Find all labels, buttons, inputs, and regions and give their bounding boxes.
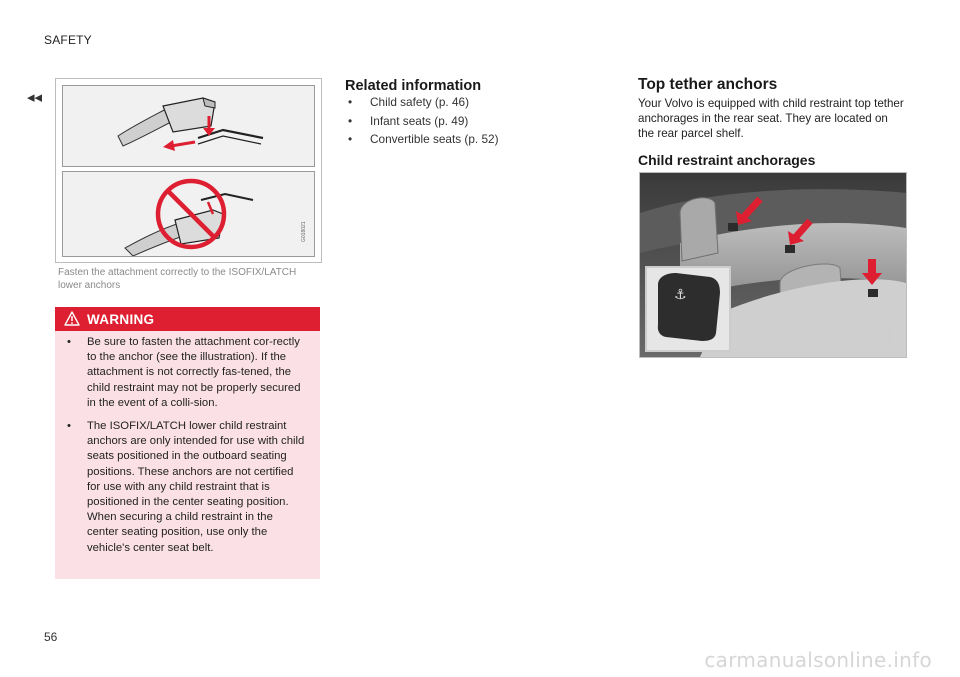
warning-item xyxy=(55,335,320,411)
warning-item xyxy=(55,419,320,556)
page-number: 56 xyxy=(44,630,58,644)
svg-text:⚓: ⚓ xyxy=(674,287,687,303)
figure-code: G018021 xyxy=(301,221,307,242)
rear-shelf-drawing xyxy=(640,173,906,357)
warning-header xyxy=(55,307,320,331)
watermark: carmanualsonline.info xyxy=(704,648,932,672)
incorrect-attachment-panel xyxy=(62,171,315,257)
incorrect-attachment-drawing xyxy=(63,172,314,256)
warning-triangle-icon xyxy=(64,311,80,326)
warning-box xyxy=(55,307,320,579)
related-link-label[interactable]: Infant seats (p. 49) xyxy=(370,113,469,128)
bullet: • xyxy=(348,95,353,109)
related-link-infant-seats[interactable] xyxy=(345,114,499,133)
related-link-convertible-seats[interactable] xyxy=(345,132,499,151)
related-link-child-safety[interactable] xyxy=(345,95,499,114)
anchorages-subtitle: Child restraint anchorages xyxy=(638,152,816,168)
double-chevron-left-icon: ◂◂ xyxy=(27,89,43,106)
correct-attachment-panel xyxy=(62,85,315,167)
related-link-label[interactable]: Convertible seats (p. 52) xyxy=(370,132,499,146)
figure-caption: Fasten the attachment correctly to the ISOFIX/LATCH lower anchors xyxy=(58,267,297,291)
figure-code: G040499 xyxy=(888,326,894,349)
related-information-list xyxy=(345,95,499,151)
bullet: • xyxy=(67,420,71,433)
bullet: • xyxy=(348,113,353,128)
warning-list xyxy=(55,335,320,564)
related-information-title: Related information xyxy=(345,78,482,94)
bullet: • xyxy=(67,336,71,348)
related-link-label[interactable]: Child safety (p. 46) xyxy=(370,95,470,109)
top-tether-title: Top tether anchors xyxy=(638,76,778,93)
top-tether-body: Your Volvo is equipped with child restraint top tether anchorages in the rear seat. They are located on the rear parcel shelf. xyxy=(638,97,904,141)
warning-item-text: Be sure to fasten the attachment cor-rectly to the anchor (see the illustration). If the attachment is not correctly fas-tened, the child restraint may not be properly secured in the event of a colli-sion. xyxy=(87,336,301,409)
isofix-illustration xyxy=(55,78,322,263)
warning-item-text: The ISOFIX/LATCH lower child restraint anchors are only intended for use with child seats positioned in the outboard seating positions. These anchors are not certified for use with any child restraint that is positioned in the center seating position. When securing a child restraint in the center seating position, use only the vehicle's center seat belt. xyxy=(87,420,305,554)
rear-parcel-shelf-photo xyxy=(639,172,907,358)
warning-label: WARNING xyxy=(87,312,155,327)
correct-attachment-drawing xyxy=(63,86,314,166)
bullet: • xyxy=(348,132,353,146)
section-title: SAFETY xyxy=(44,33,92,47)
